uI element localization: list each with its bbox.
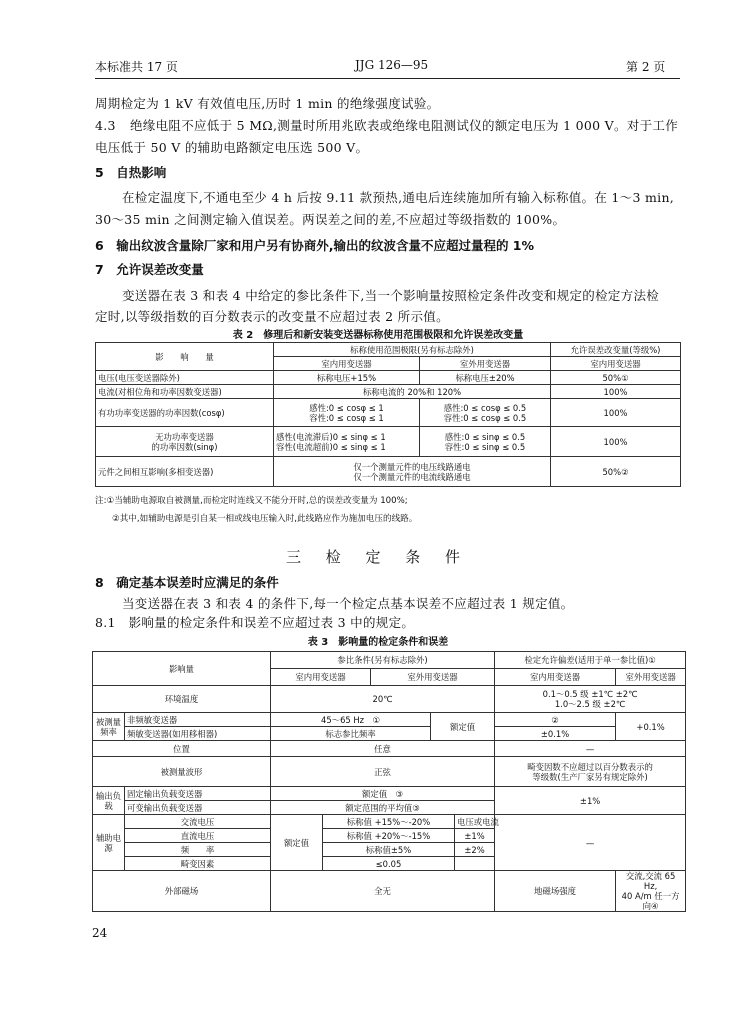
table2-cell: 50%② (551, 457, 681, 487)
table2-cell: 100% (551, 385, 681, 399)
table3-cell: 额定值 (271, 815, 323, 871)
paragraph-4-3b: 电压低于 50 V 的辅助电路额定电压选 500 V。 (95, 140, 369, 155)
header-right: 第 2 页 (626, 60, 666, 74)
table2-cell: 感性(电流滞后)0 ≤ sinφ ≤ 1 容性(电流超前)0 ≤ sinφ ≤ 1 (274, 427, 420, 457)
table3-row-load-fixed: 固定输出负载变送器 (125, 787, 271, 801)
table3-row-aux-freq: 频 率 (125, 843, 271, 857)
table3-caption: 表 3 影响量的检定条件和误差 (307, 637, 449, 648)
table3-cell: 标志参比频率 (271, 727, 431, 741)
table3-cell: 标称值 +20%～-15% (323, 829, 455, 843)
table3-group-aux-power: 辅助电源 (93, 815, 125, 871)
table2-row-voltage: 电压(电压变送器除外) (96, 371, 274, 385)
table2-header-allowed: 允许误差改变量(等级%) (551, 343, 681, 357)
table3-cell: 交流,交流 65 Hz, 40 A/m 任一方向④ (616, 871, 686, 912)
table2-cell: 100% (551, 427, 681, 457)
table3-cell: 地磁场强度 (495, 871, 616, 912)
table3-row-ambient-temp: 环境温度 (93, 686, 271, 713)
paragraph-4-3a: 绝缘电阻不应低于 5 MΩ,测量时所用兆欧表或绝缘电阻测试仪的额定电压为 1 000 V。对于工作 (130, 118, 678, 133)
table3-cell: 45～65 Hz ① (271, 713, 431, 727)
table2-row-current: 电流(对相位角和功率因数变送器) (96, 385, 274, 399)
table2-cell: 标称电压+15% (274, 371, 420, 385)
table3-row-load-variable: 可变输出负载变送器 (125, 801, 271, 815)
table2-cell: 100% (551, 399, 681, 427)
paragraph-8: 当变送器在表 3 和表 4 的条件下,每一个检定点基本误差不应超过表 1 规定值。 (122, 596, 574, 611)
table2-header-indoor: 室内用变送器 (274, 357, 420, 371)
table3-header-ref: 参比条件(另有标志除外) (271, 652, 495, 669)
table2 (95, 342, 681, 487)
table3-cell: 畸变因数不应超过以百分数表示的 等级数(生产厂家另有规定除外) (495, 757, 686, 787)
table2-header-influence: 影 响 量 (96, 343, 274, 371)
table3-cell: ±2% (455, 843, 495, 857)
table3-cell (455, 857, 495, 871)
table3-cell: ±1% (455, 829, 495, 843)
section-5-title: 5 自热影响 (95, 165, 167, 180)
table3-cell: 额定范围的平均值③ (271, 801, 495, 815)
table3-row-aux-distortion: 畸变因素 (125, 857, 271, 871)
table3-cell: 0.1～0.5 级 ±1℃ ±2℃ 1.0～2.5 级 ±2℃ (495, 686, 686, 713)
chapter-title: 三 检 定 条 件 (285, 548, 471, 566)
paragraph-7a: 变送器在表 3 和表 4 中给定的参比条件下,当一个影响量按照检定条件改变和规定的检定方法检 (122, 288, 660, 303)
table2-header-outdoor: 室外用变送器 (420, 357, 551, 371)
table3-cell: ② (495, 713, 616, 727)
paragraph-7b: 定时,以等级指数的百分数表示的改变量不应超过表 2 所示值。 (95, 309, 449, 324)
section-6-title: 6 输出纹波含量除厂家和用户另有协商外,输出的纹波含量不应超过量程的 1% (95, 238, 535, 253)
table3 (92, 651, 686, 912)
table3-cell: — (495, 815, 686, 871)
table3-cell: 标称值±5% (323, 843, 455, 857)
table3-group-load: 输出负载 (93, 787, 125, 815)
table3-header-outdoor: 室外用变送器 (371, 669, 495, 686)
table3-cell: 全无 (271, 871, 495, 912)
table3-header-influence: 影响量 (93, 652, 271, 686)
section-7-title: 7 允许误差改变量 (95, 262, 204, 277)
table3-cell: 任意 (271, 741, 495, 757)
table3-cell: 额定值 (431, 713, 495, 741)
paragraph-5b: 30～35 min 之间测定输入值误差。两误差之间的差,不应超过等级指数的 100%。 (95, 212, 566, 227)
table3-row-external-field: 外部磁场 (93, 871, 271, 912)
table3-row-freq-nonsensitive: 非频敏变送器 (125, 713, 271, 727)
table3-cell: ≤0.05 (323, 857, 455, 871)
table3-cell: ±1% (495, 787, 686, 815)
table2-note-1: 注:①当辅助电源取自被测量,而检定时连线又不能分开时,总的误差改变量为 100%; (95, 496, 408, 506)
table2-header-indoor-allow: 室内用变送器 (551, 357, 681, 371)
paragraph-5a: 在检定温度下,不通电至少 4 h 后按 9.11 款预热,通电后连续施加所有输入标称值。在 1～3 min, (122, 190, 675, 205)
header-rule (95, 78, 680, 79)
paragraph-8-1: 8.1 影响量的检定条件和误差不应超过表 3 中的规定。 (95, 615, 415, 630)
table2-note-2: ②其中,如辅助电源是引自某一相或线电压输入时,此线路应作为施加电压的线路。 (112, 514, 418, 524)
table2-header-range: 标称使用范围极限(另有标志除外) (274, 343, 551, 357)
table3-row-position: 位置 (93, 741, 271, 757)
table2-row-active-pf: 有功功率变送器的功率因数(cosφ) (96, 399, 274, 427)
header-center: JJG 126—95 (355, 58, 429, 72)
table3-row-freq-sensitive: 频敏变送器(如用移相器) (125, 727, 271, 741)
table3-cell: 20℃ (271, 686, 495, 713)
table2-cell: 50%① (551, 371, 681, 385)
table2-cell: 标称电压±20% (420, 371, 551, 385)
table3-header-outdoor-allow: 室外用变送器 (616, 669, 686, 686)
header-left: 本标准共 17 页 (95, 60, 178, 74)
table3-header-indoor: 室内用变送器 (271, 669, 371, 686)
table3-header-allowed: 检定允许偏差(适用于单一参比值)① (495, 652, 686, 669)
table3-cell: 电压或电流 (455, 815, 495, 829)
table2-cell: 感性:0 ≤ cosφ ≤ 0.5 容性:0 ≤ cosφ ≤ 0.5 (420, 399, 551, 427)
section-8-title: 8 确定基本误差时应满足的条件 (95, 575, 279, 590)
table2-cell: 仅一个测量元件的电压线路通电 仅一个测量元件的电流线路通电 (274, 457, 551, 487)
table2-row-reactive-pf: 无功功率变送器 的功率因数(sinφ) (96, 427, 274, 457)
paragraph-p1: 周期检定为 1 kV 有效值电压,历时 1 min 的绝缘强度试验。 (95, 96, 440, 111)
page-number: 24 (92, 926, 108, 940)
table2-cell: 感性:0 ≤ cosφ ≤ 1 容性:0 ≤ cosφ ≤ 1 (274, 399, 420, 427)
table3-cell: ±0.1% (495, 727, 616, 741)
table3-cell: 额定值 ③ (271, 787, 495, 801)
table3-row-waveform: 被测量波形 (93, 757, 271, 787)
table3-header-indoor-allow: 室内用变送器 (495, 669, 616, 686)
table2-cell: 感性:0 ≤ sinφ ≤ 0.5 容性:0 ≤ sinφ ≤ 0.5 (420, 427, 551, 457)
table3-cell: 正弦 (271, 757, 495, 787)
table3-row-aux-ac: 交流电压 (125, 815, 271, 829)
table2-caption: 表 2 修理后和新安装变送器标称使用范围极限和允许误差改变量 (232, 330, 524, 341)
table3-cell: 标称值 +15%～-20% (323, 815, 455, 829)
table3-cell: — (495, 741, 686, 757)
table3-group-frequency: 被测量频率 (93, 713, 125, 741)
table2-cell: 标称电流的 20%和 120% (274, 385, 551, 399)
table3-row-aux-dc: 直流电压 (125, 829, 271, 843)
clause-number-4-3: 4.3 (95, 118, 116, 133)
table3-cell: +0.1% (616, 713, 686, 741)
table2-row-interaction: 元件之间相互影响(多相变送器) (96, 457, 274, 487)
